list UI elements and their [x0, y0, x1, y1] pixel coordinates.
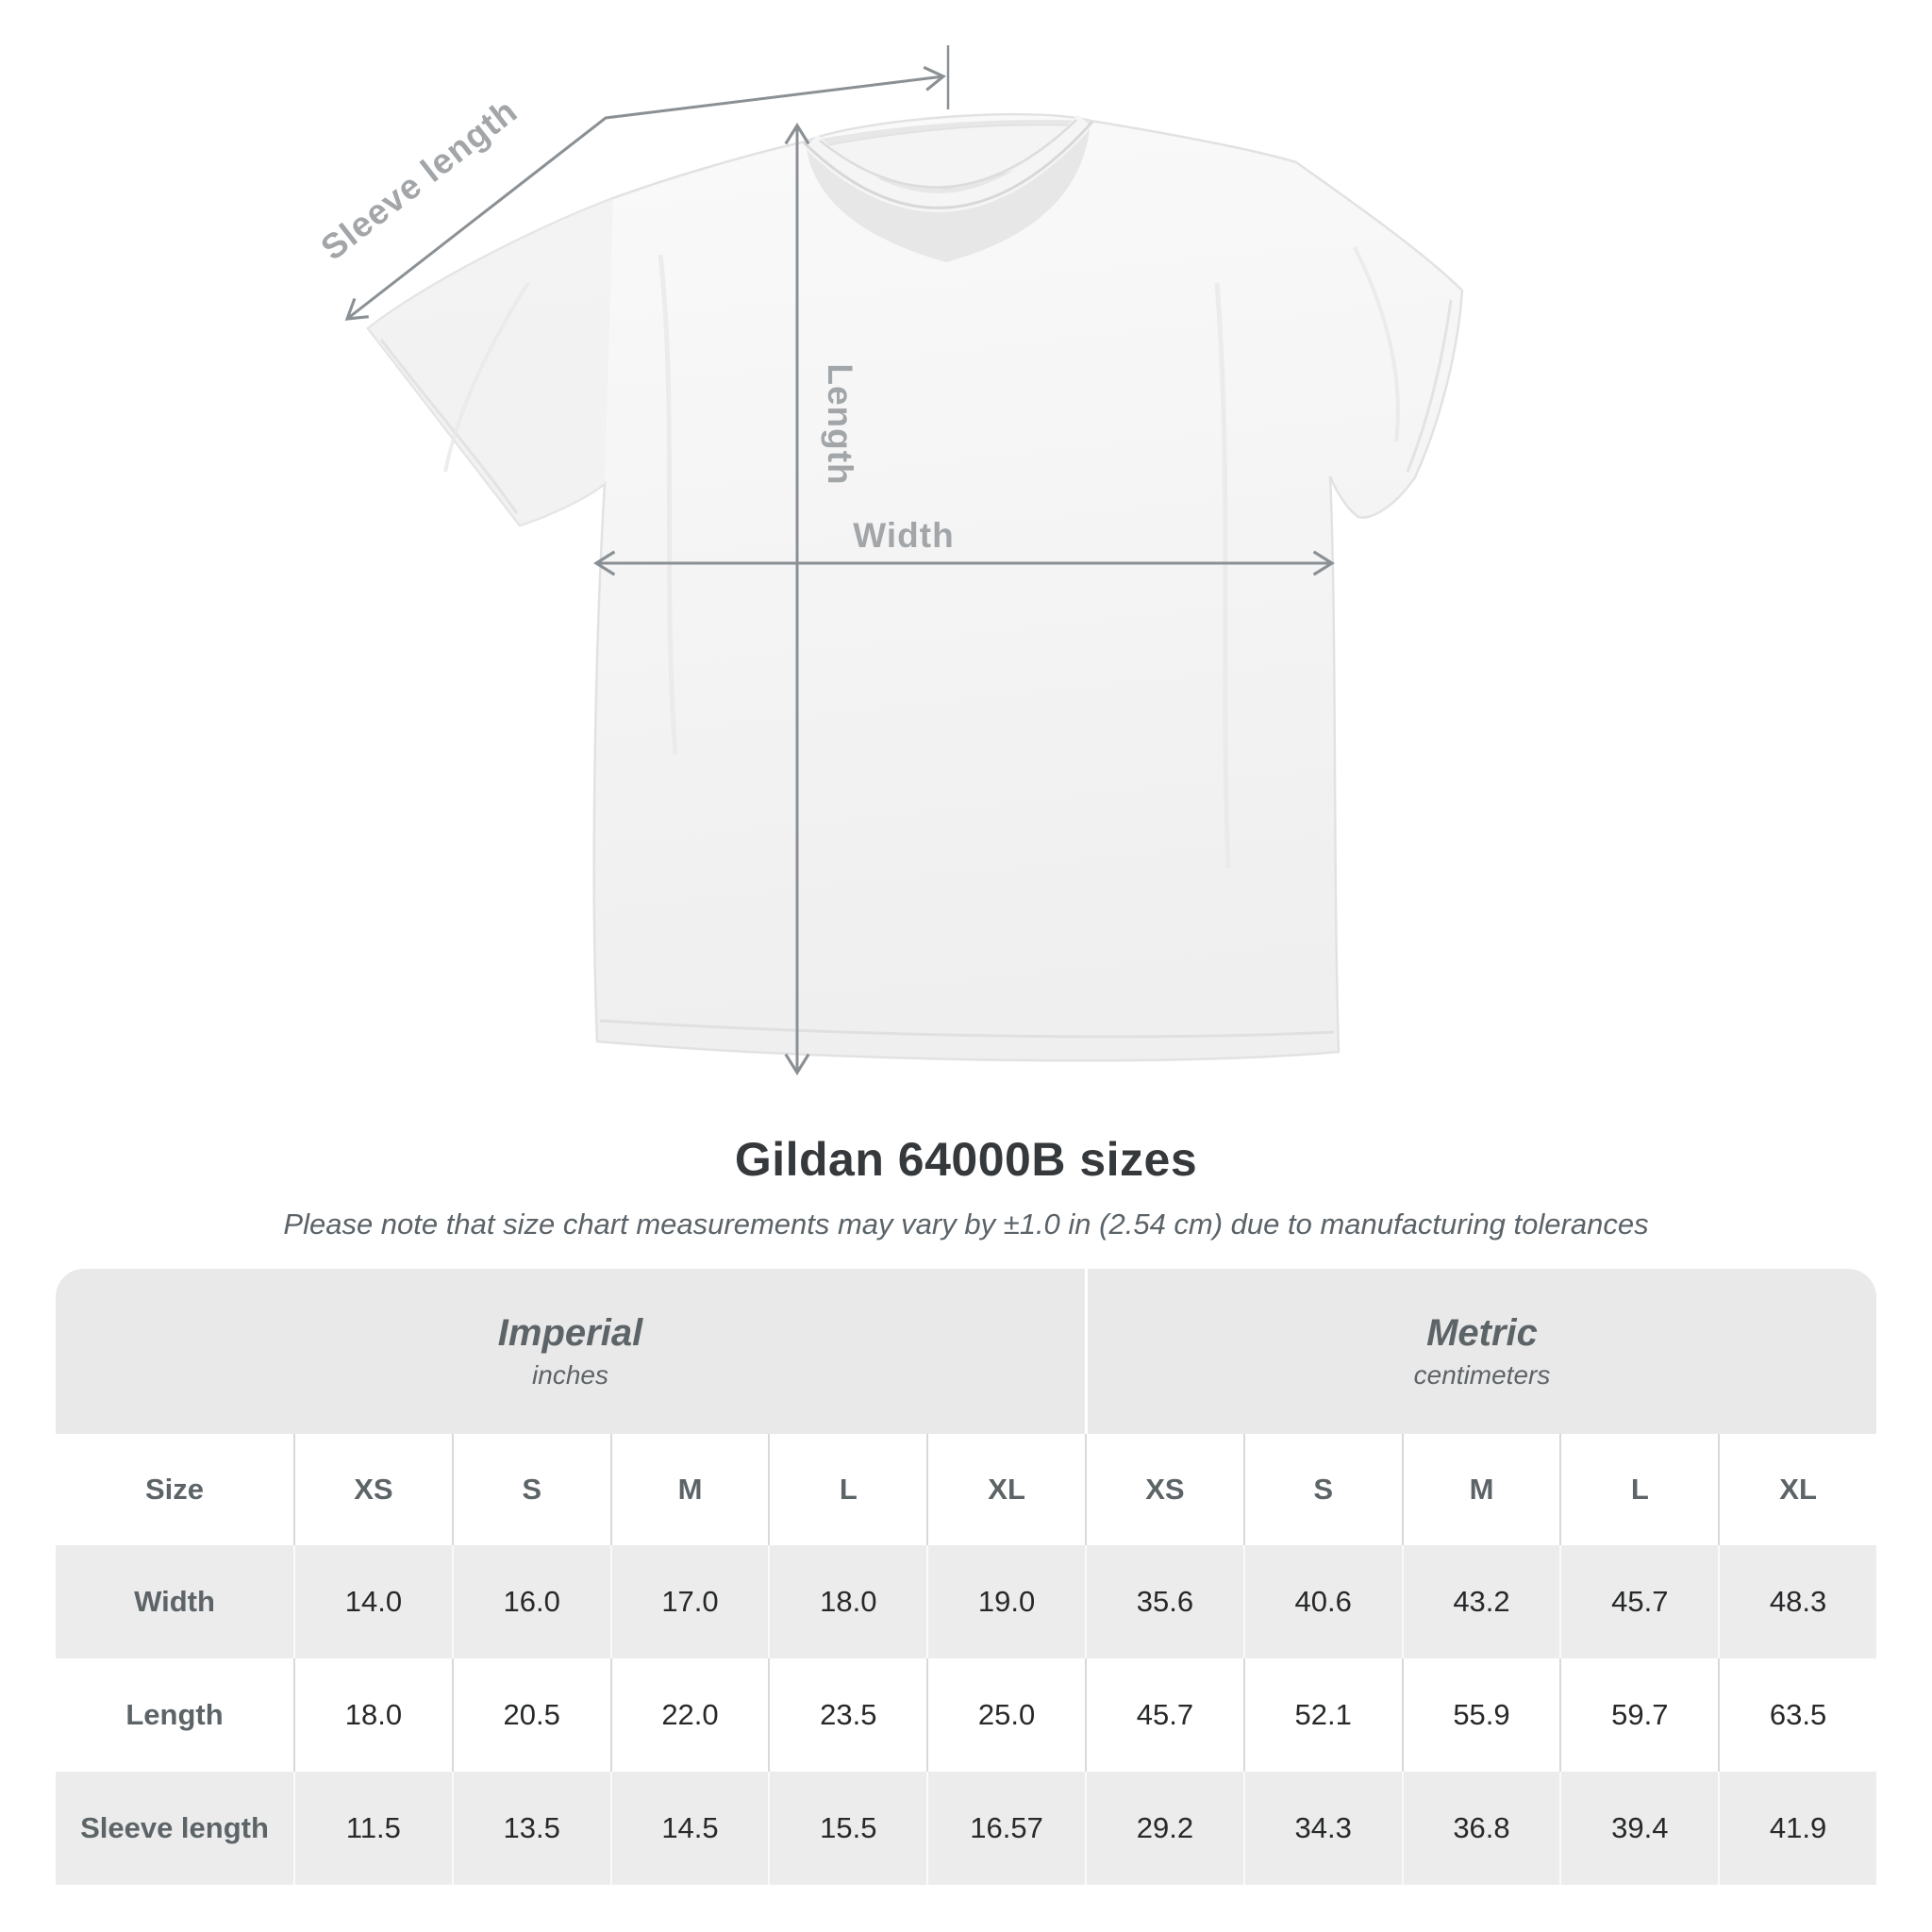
- table-row-sleeve-length: [56, 1772, 1876, 1885]
- size-column-header: Size: [144, 1473, 205, 1506]
- width-imperial-s: 16.0: [452, 1545, 610, 1658]
- length-imperial-xs: 18.0: [293, 1658, 452, 1772]
- imperial-label: Imperial: [497, 1312, 643, 1354]
- col-header-metric-m: M: [1402, 1434, 1560, 1545]
- length-label: Length: [821, 363, 859, 486]
- col-header-imperial-xl: XL: [926, 1434, 1085, 1545]
- sleeve-imperial-xs: 11.5: [293, 1772, 452, 1885]
- width-imperial-xs: 14.0: [293, 1545, 452, 1658]
- sleeve-imperial-s: 13.5: [452, 1772, 610, 1885]
- col-header-metric-s: S: [1243, 1434, 1402, 1545]
- sleeve-imperial-m: 14.5: [610, 1772, 769, 1885]
- row-label: Sleeve length: [80, 1811, 269, 1844]
- width-metric-s: 40.6: [1243, 1545, 1402, 1658]
- col-header-metric-l: L: [1559, 1434, 1718, 1545]
- sleeve-metric-l: 39.4: [1559, 1772, 1718, 1885]
- row-label: Width: [134, 1585, 215, 1618]
- imperial-group-header: [56, 1269, 1085, 1434]
- length-metric-l: 59.7: [1559, 1658, 1718, 1772]
- sleeve-imperial-xl: 16.57: [926, 1772, 1085, 1885]
- width-imperial-l: 18.0: [768, 1545, 926, 1658]
- col-header-imperial-s: S: [452, 1434, 610, 1545]
- page-title: Gildan 64000B sizes: [734, 1133, 1198, 1186]
- col-header-imperial-l: L: [768, 1434, 926, 1545]
- sleeve-metric-xs: 29.2: [1085, 1772, 1243, 1885]
- width-imperial-m: 17.0: [610, 1545, 769, 1658]
- length-metric-m: 55.9: [1402, 1658, 1560, 1772]
- size-header-row: [56, 1434, 1876, 1545]
- size-table: [56, 1269, 1876, 1885]
- unit-group-header-row: [56, 1269, 1876, 1434]
- width-metric-xs: 35.6: [1085, 1545, 1243, 1658]
- table-row-length: [56, 1658, 1876, 1772]
- imperial-unit: inches: [532, 1360, 608, 1390]
- row-label: Length: [125, 1698, 224, 1731]
- sleeve-metric-m: 36.8: [1402, 1772, 1560, 1885]
- width-label: Width: [853, 516, 955, 555]
- sleeve-length-label: Sleeve length: [313, 91, 525, 268]
- width-metric-xl: 48.3: [1718, 1545, 1876, 1658]
- sleeve-imperial-l: 15.5: [768, 1772, 926, 1885]
- width-metric-l: 45.7: [1559, 1545, 1718, 1658]
- metric-group-header: [1088, 1269, 1876, 1434]
- table-row-width: [56, 1545, 1876, 1658]
- tshirt-illustration: [368, 114, 1462, 1060]
- width-imperial-xl: 19.0: [926, 1545, 1085, 1658]
- metric-unit: centimeters: [1413, 1360, 1551, 1390]
- metric-label: Metric: [1426, 1312, 1538, 1354]
- col-header-metric-xl: XL: [1718, 1434, 1876, 1545]
- length-imperial-m: 22.0: [610, 1658, 769, 1772]
- length-metric-xs: 45.7: [1085, 1658, 1243, 1772]
- length-imperial-l: 23.5: [768, 1658, 926, 1772]
- col-header-imperial-xs: XS: [293, 1434, 452, 1545]
- tolerance-note: Please note that size chart measurements may vary by ±1.0 in (2.54 cm) due to manufacturing tolerances: [283, 1208, 1649, 1241]
- col-header-metric-xs: XS: [1085, 1434, 1243, 1545]
- sleeve-metric-s: 34.3: [1243, 1772, 1402, 1885]
- length-imperial-s: 20.5: [452, 1658, 610, 1772]
- length-metric-s: 52.1: [1243, 1658, 1402, 1772]
- width-metric-m: 43.2: [1402, 1545, 1560, 1658]
- length-imperial-xl: 25.0: [926, 1658, 1085, 1772]
- sleeve-metric-xl: 41.9: [1718, 1772, 1876, 1885]
- col-header-imperial-m: M: [610, 1434, 769, 1545]
- length-metric-xl: 63.5: [1718, 1658, 1876, 1772]
